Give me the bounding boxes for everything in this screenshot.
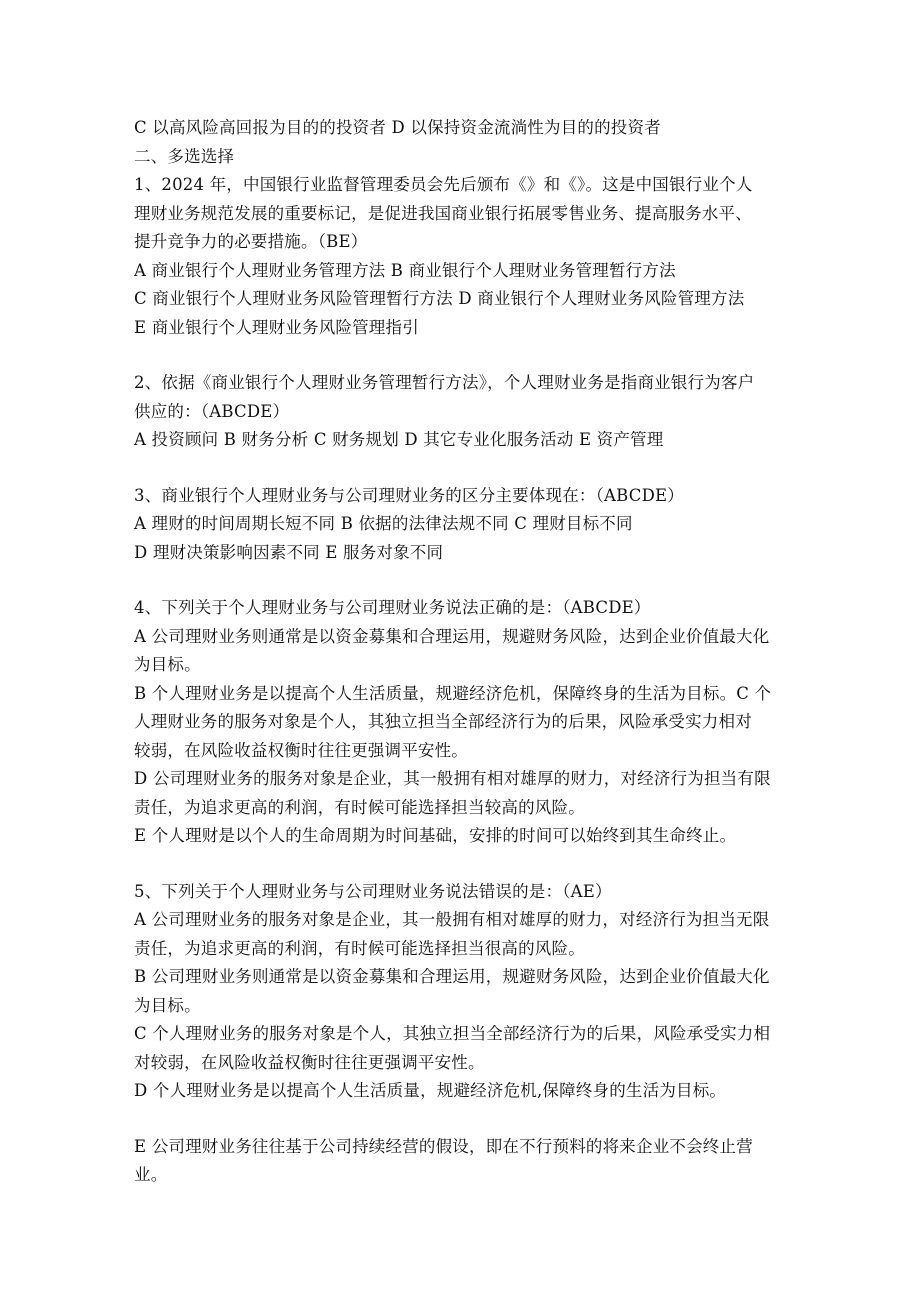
paragraph-gap (134, 1106, 784, 1133)
paragraph-gap (134, 851, 784, 878)
option-line: 业。 (134, 1165, 168, 1184)
question-stem-line: 3、商业银行个人理财业务与公司理财业务的区分主要体现在：（ABCDE） (134, 485, 684, 505)
option-line: C 商业银行个人理财业务风险管理暂行方法 D 商业银行个人理财业务风险管理方法 (134, 289, 745, 308)
option-line: A 商业银行个人理财业务管理方法 B 商业银行个人理财业务管理暂行方法 (134, 260, 676, 280)
option-line: E 个人理财是以个人的生命周期为时间基础，安排的时间可以始终到其生命终止。 (134, 826, 737, 845)
option-line: E 商业银行个人理财业务风险管理指引 (134, 317, 419, 337)
question-4 (134, 594, 784, 851)
question-stem-line: 理财业务规范发展的重要标记，是促进我国商业银行拓展零售业务、提高服务水平、 (134, 203, 752, 223)
option-line: C 个人理财业务的服务对象是个人，其独立担当全部经济行为的后果，风险承受实力相 (134, 1024, 771, 1043)
question-2 (134, 369, 784, 455)
option-line: B 个人理财业务是以提高个人生活质量，规避经济危机，保障终身的生活为目标。C 个 (134, 683, 772, 703)
question-3 (134, 482, 784, 568)
question-5 (134, 878, 784, 1190)
option-line: D 理财决策影响因素不同 E 服务对象不同 (134, 542, 444, 562)
option-line: 为目标。 (134, 995, 201, 1015)
question-1 (134, 171, 784, 342)
option-line: D 公司理财业务的服务对象是企业，其一般拥有相对雄厚的财力，对经济行为担当有限 (134, 769, 771, 788)
question-stem-line: 1、2024 年，中国银行业监督管理委员会先后颁布《》和《》。这是中国银行业个人 (134, 175, 753, 194)
option-line: 责任，为追求更高的利润，有时候可能选择担当很高的风险。 (134, 938, 585, 958)
question-stem-line: 2、依据《商业银行个人理财业务管理暂行方法》，个人理财业务是指商业银行为客户 (134, 373, 755, 392)
option-line: D 个人理财业务是以提高个人生活质量，规避经济危机,保障终身的生活为目标。 (134, 1081, 727, 1100)
question-stem-line: 4、下列关于个人理财业务与公司理财业务说法正确的是：（ABCDE） (134, 598, 651, 617)
question-stem-line: 提升竞争力的必要措施。（BE） (134, 232, 368, 251)
paragraph-gap (134, 567, 784, 594)
intro-options-line: C 以高风险高回报为目的的投资者 D 以保持资金流淌性为目的的投资者 (134, 118, 661, 137)
document-body (134, 114, 784, 1190)
paragraph-gap (134, 342, 784, 369)
section-heading: 二、多选选择 (134, 146, 235, 166)
option-line: 为目标。 (134, 655, 201, 674)
question-stem-line: 5、下列关于个人理财业务与公司理财业务说法错误的是：（AE） (134, 881, 612, 901)
option-line: A 公司理财业务的服务对象是企业，其一般拥有相对雄厚的财力，对经济行为担当无限 (134, 910, 770, 929)
option-line: 较弱，在风险收益权衡时往往更强调平安性。 (134, 740, 468, 760)
option-line: 责任，为追求更高的利润，有时候可能选择担当较高的风险。 (134, 797, 585, 817)
option-line: 人理财业务的服务对象是个人，其独立担当全部经济行为的后果，风险承受实力相对 (134, 712, 752, 731)
option-line: 对较弱，在风险收益权衡时往往更强调平安性。 (134, 1052, 485, 1072)
option-line: A 理财的时间周期长短不同 B 依据的法律法规不同 C 理财目标不同 (134, 514, 633, 533)
option-line: A 投资顾问 B 财务分析 C 财务规划 D 其它专业化服务活动 E 资产管理 (134, 430, 664, 449)
paragraph-gap (134, 455, 784, 482)
option-line: A 公司理财业务则通常是以资金募集和合理运用，规避财务风险，达到企业价值最大化 (134, 626, 770, 646)
option-line: B 公司理财业务则通常是以资金募集和合理运用，规避财务风险，达到企业价值最大化 (134, 967, 770, 986)
question-stem-line: 供应的：（ABCDE） (134, 401, 290, 421)
option-line: E 公司理财业务往往基于公司持续经营的假设，即在不行预料的将来企业不会终止营 (134, 1136, 753, 1156)
